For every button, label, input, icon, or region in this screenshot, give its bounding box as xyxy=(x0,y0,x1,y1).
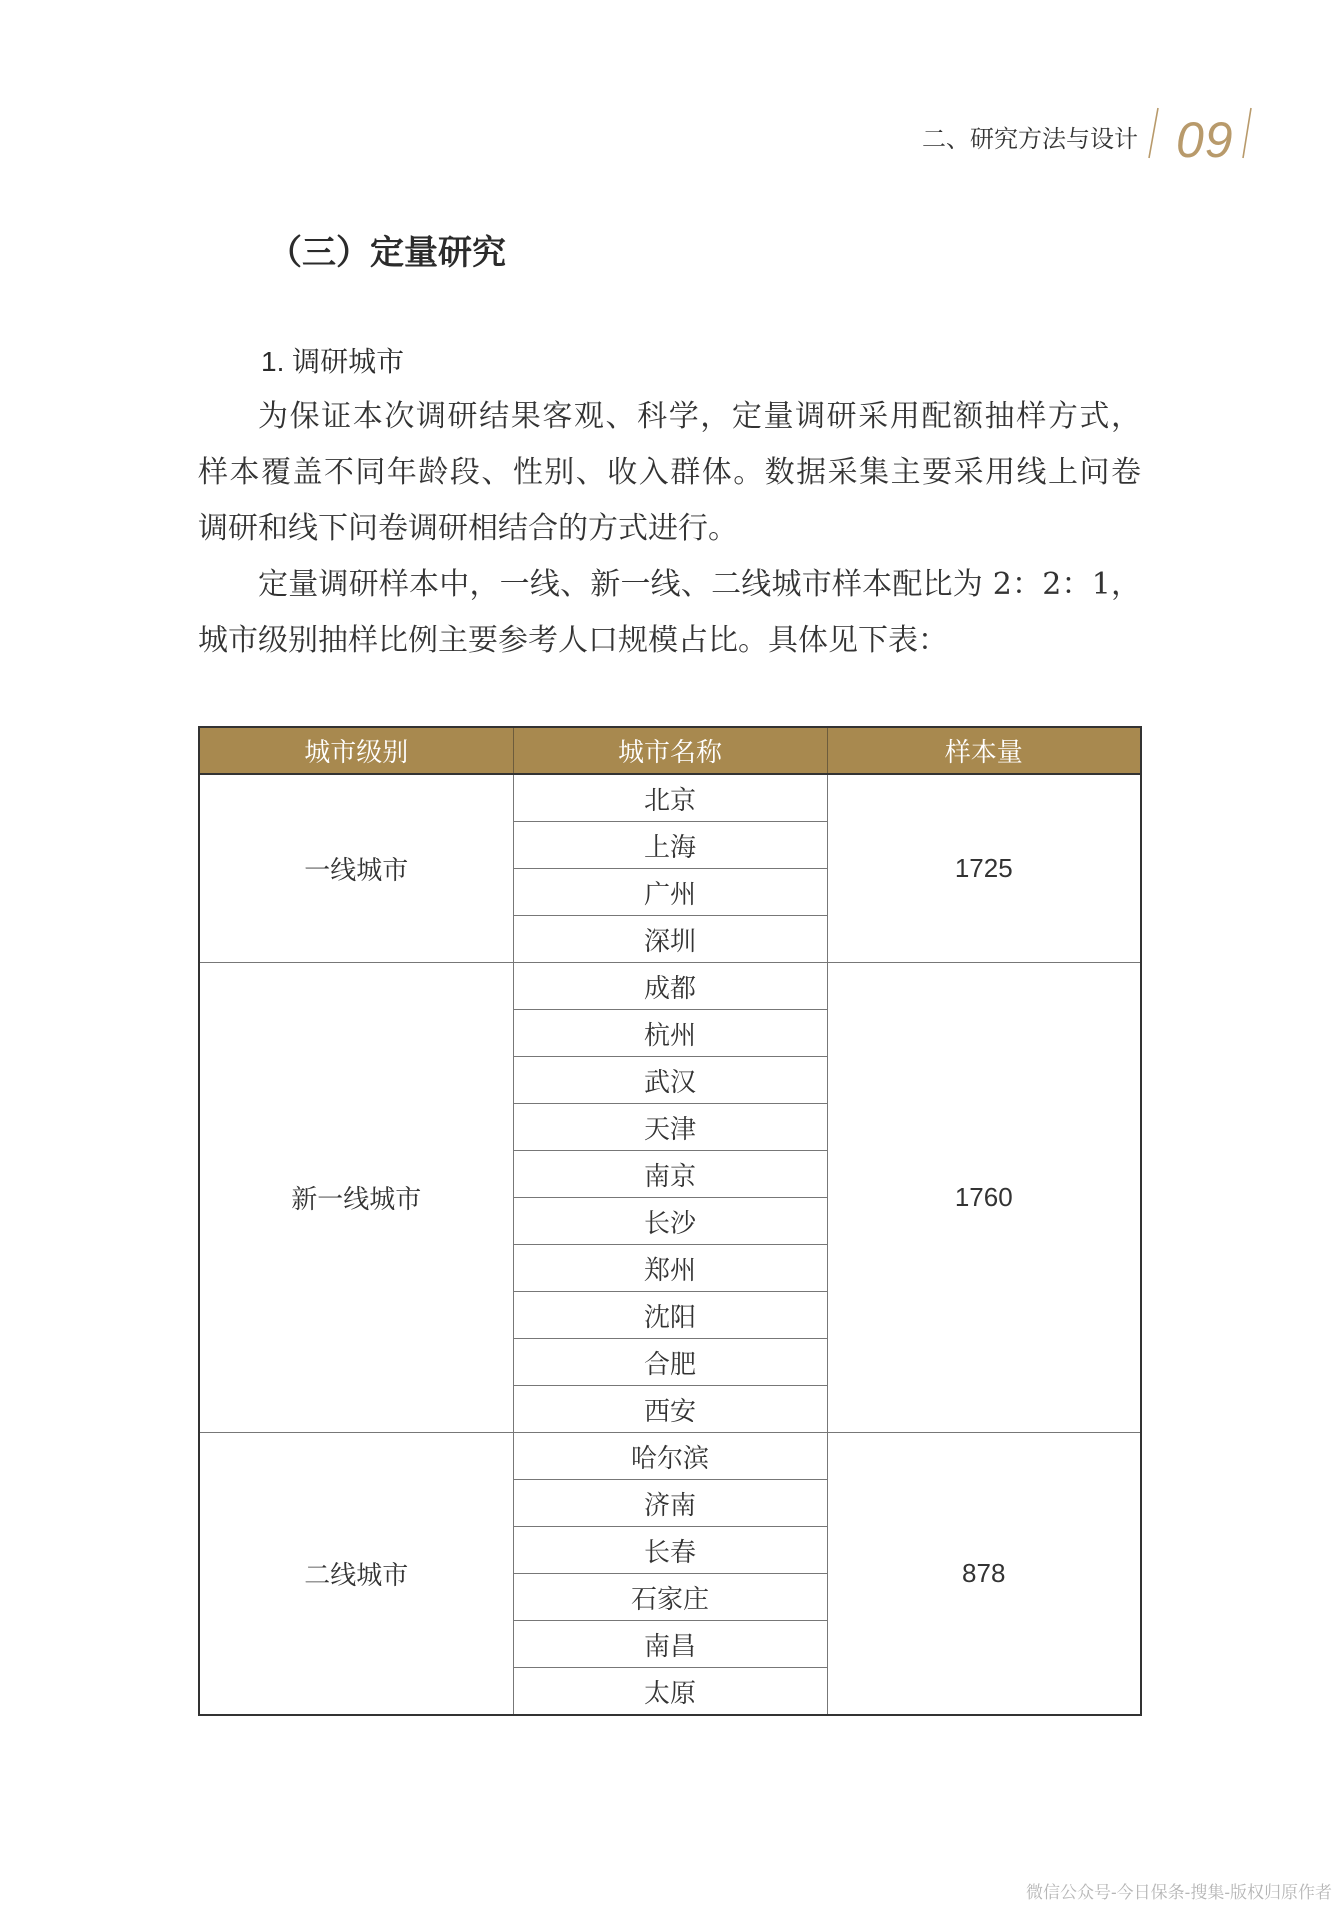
tier-cell: 新一线城市 xyxy=(199,963,513,1433)
section-title: （三）定量研究 xyxy=(268,234,506,272)
paragraph-line: 样本覆盖不同年龄段、性别、收入群体。数据采集主要采用线上问卷 xyxy=(198,455,1141,490)
header-slash-right xyxy=(1243,108,1251,158)
tier-cell: 二线城市 xyxy=(199,1433,513,1716)
table-header-tier: 城市级别 xyxy=(199,727,513,774)
city-table-body xyxy=(199,774,1141,1715)
table-header xyxy=(199,727,1141,774)
table-header-city: 城市名称 xyxy=(513,727,827,774)
city-cell: 长沙 xyxy=(513,1198,827,1245)
city-cell: 郑州 xyxy=(513,1245,827,1292)
city-cell: 武汉 xyxy=(513,1057,827,1104)
table-row xyxy=(199,1433,1141,1480)
table-row xyxy=(199,774,1141,822)
city-sample-table xyxy=(198,726,1142,1716)
city-cell: 长春 xyxy=(513,1527,827,1574)
table-row xyxy=(199,963,1141,1010)
table-header-sample: 样本量 xyxy=(827,727,1141,774)
city-cell: 成都 xyxy=(513,963,827,1010)
city-cell: 南昌 xyxy=(513,1621,827,1668)
city-cell: 济南 xyxy=(513,1480,827,1527)
city-cell: 太原 xyxy=(513,1668,827,1716)
city-cell: 沈阳 xyxy=(513,1292,827,1339)
city-cell: 上海 xyxy=(513,822,827,869)
paragraph-line: 为保证本次调研结果客观、科学，定量调研采用配额抽样方式， xyxy=(258,399,1141,434)
city-cell: 合肥 xyxy=(513,1339,827,1386)
watermark-text: 微信公众号-今日保条-搜集-版权归原作者 xyxy=(1026,1883,1332,1902)
paragraph-line: 调研和线下问卷调研相结合的方式进行。 xyxy=(198,511,738,546)
paragraph-line: 定量调研样本中，一线、新一线、二线城市样本配比为 2：2：1， xyxy=(258,567,1141,602)
header-slash-left xyxy=(1149,108,1158,158)
city-cell: 南京 xyxy=(513,1151,827,1198)
tier-cell: 一线城市 xyxy=(199,774,513,963)
city-cell: 深圳 xyxy=(513,916,827,963)
city-cell: 杭州 xyxy=(513,1010,827,1057)
sample-size-cell: 878 xyxy=(827,1433,1141,1716)
paragraph-line: 城市级别抽样比例主要参考人口规模占比。具体见下表： xyxy=(198,623,948,658)
city-cell: 哈尔滨 xyxy=(513,1433,827,1480)
running-header-section: 二、研究方法与设计 xyxy=(922,126,1138,153)
city-cell: 西安 xyxy=(513,1386,827,1433)
subsection-title: 1. 调研城市 xyxy=(261,346,405,377)
table-header-row xyxy=(199,727,1141,774)
city-cell: 广州 xyxy=(513,869,827,916)
sample-size-cell: 1760 xyxy=(827,963,1141,1433)
city-cell: 北京 xyxy=(513,774,827,822)
page-number: 09 xyxy=(1176,112,1234,168)
sample-size-cell: 1725 xyxy=(827,774,1141,963)
city-cell: 石家庄 xyxy=(513,1574,827,1621)
city-cell: 天津 xyxy=(513,1104,827,1151)
body-text xyxy=(198,389,1141,669)
